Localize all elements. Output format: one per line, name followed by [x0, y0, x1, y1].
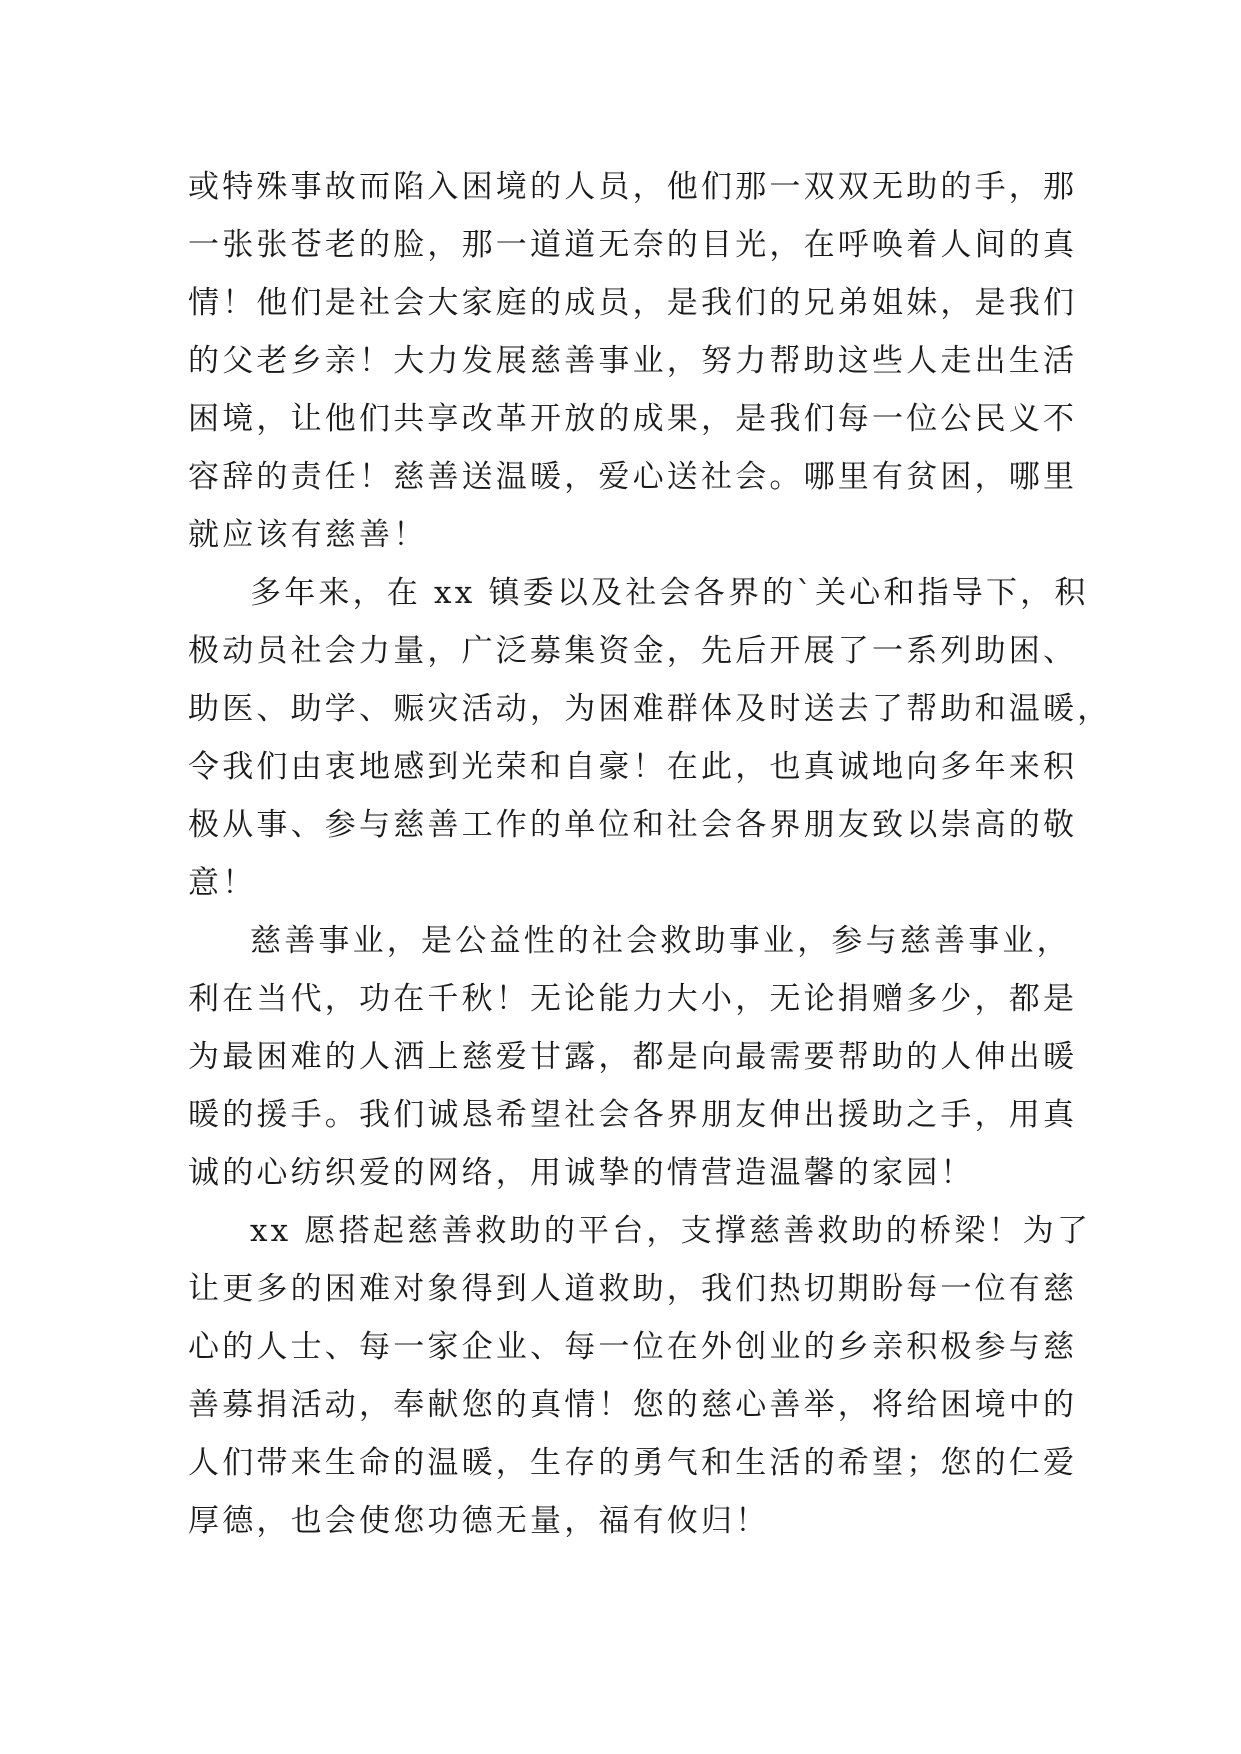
text-line: 的父老乡亲！大力发展慈善事业，努力帮助这些人走出生活 — [188, 343, 1078, 379]
text-line: 为最困难的人洒上慈爱甘露，都是向最需要帮助的人伸出暖 — [188, 1039, 1078, 1075]
text-line: 暖的援手。我们诚恳希望社会各界朋友伸出援助之手，用真 — [188, 1097, 1078, 1133]
text-line: 容辞的责任！慈善送温暖，爱心送社会。哪里有贫困，哪里 — [188, 459, 1078, 495]
text-line: 诚的心纺织爱的网络，用诚挚的情营造温馨的家园！ — [188, 1155, 975, 1191]
text-line: 意！ — [188, 865, 257, 901]
text-line: 善募捐活动，奉献您的真情！您的慈心善举，将给困境中的 — [188, 1387, 1078, 1423]
text-line: xx 愿搭起慈善救助的平台，支撑慈善救助的桥梁！为了 — [250, 1213, 1092, 1249]
paragraph-2 — [188, 564, 1112, 912]
text-line: 利在当代，功在千秋！无论能力大小，无论捐赠多少，都是 — [188, 981, 1078, 1017]
text-line: 多年来，在 xx 镇委以及社会各界的`关心和指导下，积 — [250, 575, 1089, 611]
paragraph-1 — [188, 158, 1078, 564]
text-line: 一张张苍老的脸，那一道道无奈的目光，在呼唤着人间的真 — [188, 227, 1078, 263]
text-line: 极从事、参与慈善工作的单位和社会各界朋友致以崇高的敬 — [188, 807, 1078, 843]
text-line: 或特殊事故而陷入困境的人员，他们那一双双无助的手，那 — [188, 169, 1078, 205]
text-line: 困境，让他们共享改革开放的成果，是我们每一位公民义不 — [188, 401, 1078, 437]
text-line: 让更多的困难对象得到人道救助，我们热切期盼每一位有慈 — [188, 1271, 1078, 1307]
text-line: 人们带来生命的温暖，生存的勇气和生活的希望；您的仁爱 — [188, 1445, 1078, 1481]
text-line: 慈善事业，是公益性的社会救助事业，参与慈善事业， — [250, 923, 1071, 959]
text-line: 极动员社会力量，广泛募集资金，先后开展了一系列助困、 — [188, 633, 1078, 669]
text-line: 情！他们是社会大家庭的成员，是我们的兄弟姐妹，是我们 — [188, 285, 1078, 321]
text-line: 助医、助学、赈灾活动，为困难群体及时送去了帮助和温暖， — [188, 691, 1112, 727]
paragraph-3 — [188, 912, 1078, 1202]
text-line: 令我们由衷地感到光荣和自豪！在此，也真诚地向多年来积 — [188, 749, 1078, 785]
text-line: 心的人士、每一家企业、每一位在外创业的乡亲积极参与慈 — [188, 1329, 1078, 1365]
text-line: 厚德，也会使您功德无量，福有攸归！ — [188, 1503, 770, 1539]
body-text — [188, 158, 1112, 1550]
text-line: 就应该有慈善！ — [188, 517, 428, 553]
paragraph-4 — [188, 1202, 1092, 1550]
